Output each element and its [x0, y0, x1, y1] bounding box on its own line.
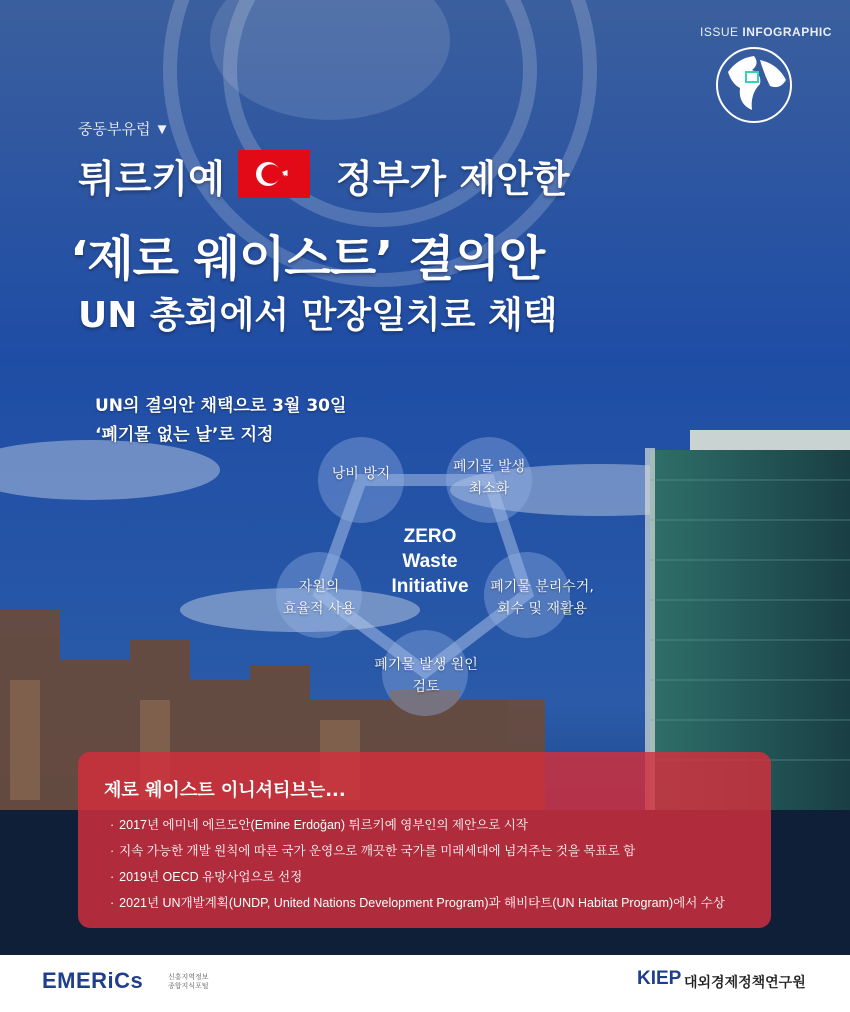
- node-3-line2: 회수 및 재활용: [496, 601, 588, 617]
- diagram-center-title: [380, 524, 480, 599]
- badge-prefix: ISSUE: [700, 25, 739, 39]
- node-label-minimize-waste: [434, 456, 544, 500]
- kiep-logo: KIEP: [637, 968, 682, 989]
- node-3-line1: 폐기물 분리수거,: [490, 579, 594, 595]
- info-panel-title: 제로 웨이스트 이니셔티브는...: [104, 780, 346, 801]
- bullet-item: · 지속 가능한 개발 원칙에 따른 국가 운영으로 깨끗한 국가를 미래세대에 넘겨주는 것을 목표로 함: [110, 838, 725, 864]
- node-4-line1: 폐기물 발생 원인: [374, 657, 478, 673]
- node-4-line2: 검토: [412, 679, 440, 695]
- node-2-line2: 최소화: [468, 481, 510, 497]
- node-label-resource-efficiency: [264, 576, 374, 620]
- node-5-line1: 자원의: [298, 579, 340, 595]
- region-label: 중동부유럽 ▼: [78, 121, 170, 138]
- bullet-item: · 2019년 OECD 유망사업으로 선정: [110, 864, 725, 890]
- kiep-name: 대외경제정책연구원: [684, 975, 806, 991]
- node-label-cause-review: [356, 654, 496, 698]
- badge-bold: INFOGRAPHIC: [742, 25, 832, 39]
- bullet-item: · 2017년 에미네 에르도안(Emine Erdoğan) 튀르키예 영부인의 제안으로 시작: [110, 812, 725, 838]
- emerics-tagline-1: 신흥지역정보: [168, 973, 209, 981]
- center-line3: Initiative: [391, 576, 469, 597]
- node-5-line2: 효율적 사용: [282, 601, 356, 617]
- info-panel-bullets: [110, 812, 725, 916]
- headline-line3: UN 총회에서 만장일치로 채택: [78, 295, 558, 336]
- headline-line1-part1: 튀르키예: [78, 157, 225, 201]
- bullet-item: · 2021년 UN개발계획(UNDP, United Nations Development Program)과 해비타트(UN Habitat Program)에서 수상: [110, 890, 725, 916]
- node-label-recycling: [472, 576, 612, 620]
- headline-line2: ‘제로 웨이스트’ 결의안: [70, 231, 545, 287]
- center-line1: ZERO: [403, 526, 457, 547]
- node-1-line1: 낭비 방지: [331, 466, 391, 482]
- center-line2: Waste: [402, 551, 458, 572]
- headline-line1-part2: 정부가 제안한: [336, 157, 570, 201]
- emerics-tagline-2: 종합지식포털: [168, 982, 209, 990]
- node-label-waste-prevention: [306, 463, 416, 485]
- subtitle-line1: UN의 결의안 채택으로 3월 30일: [95, 396, 347, 416]
- emerics-logo: EMERiCs: [42, 968, 144, 993]
- emerics-tagline: [168, 973, 209, 991]
- node-2-line1: 폐기물 발생: [452, 459, 526, 475]
- subtitle-line2: ‘폐기물 없는 날’로 지정: [95, 425, 274, 445]
